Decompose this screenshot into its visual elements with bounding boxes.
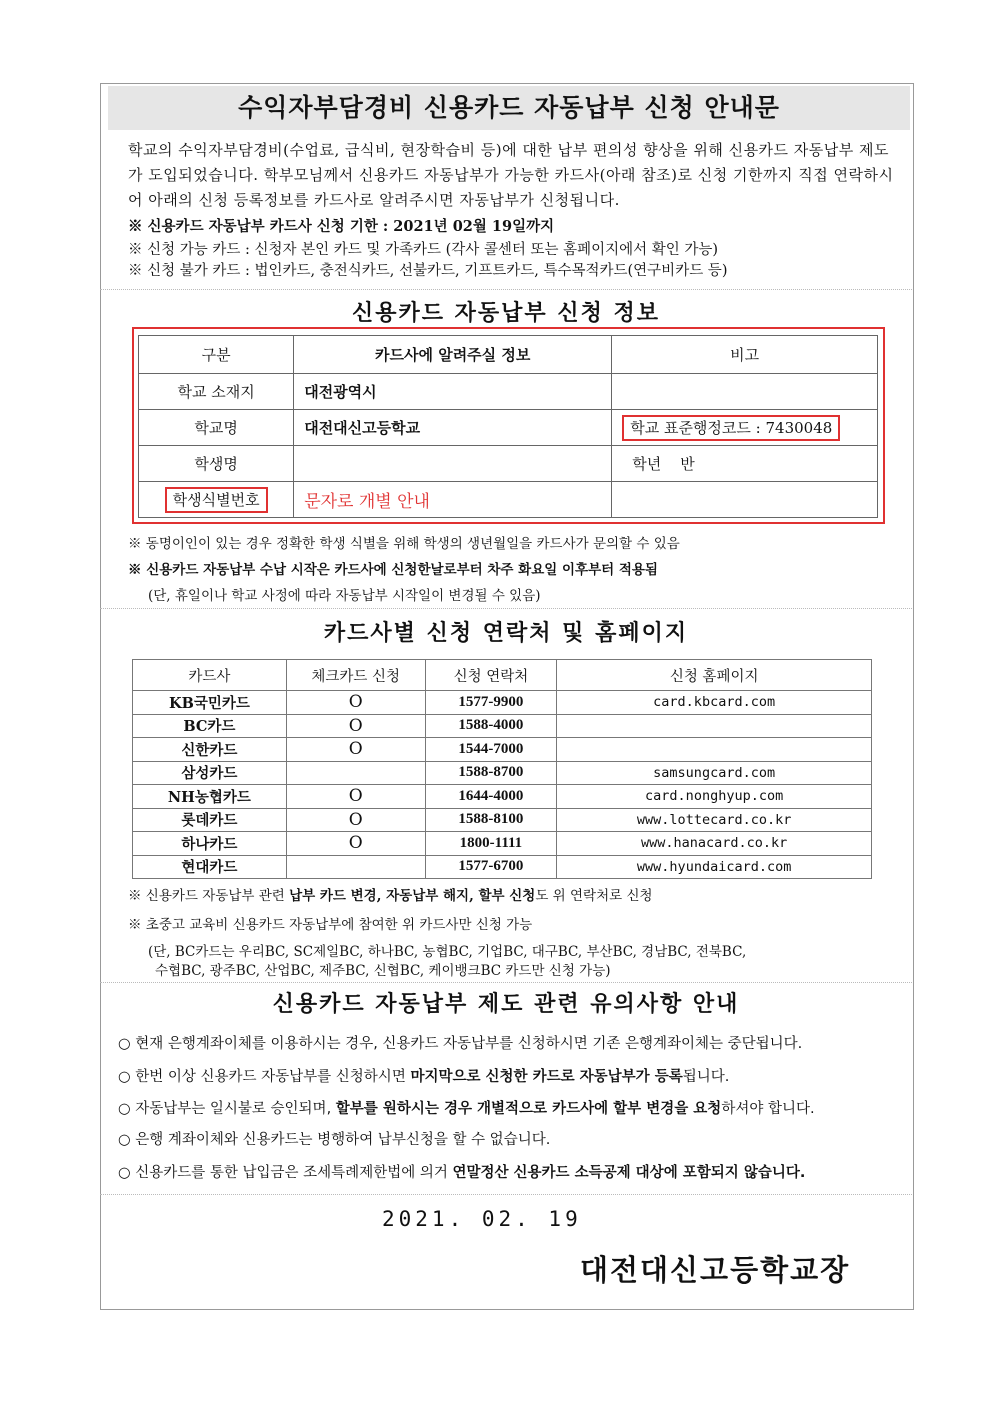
eligible-card-note: ※ 신청 가능 카드 : 신청자 본인 카드 및 가족카드 (각사 콜센터 또는 홈페이지에서 확인 가능): [128, 242, 719, 258]
card-name: NH농협카드: [133, 785, 287, 809]
card-row-lotte: [133, 808, 872, 832]
card-homepage: www.hyundaicard.com: [557, 855, 872, 879]
student-id-value: 문자로 개별 안내: [304, 492, 430, 512]
document-date: 2021. 02. 19: [382, 1207, 582, 1231]
card-header-row: [133, 660, 872, 691]
card-phone: 1544-7000: [425, 738, 557, 762]
document-title: 수익자부담경비 신용카드 자동납부 신청 안내문: [108, 86, 910, 130]
card-name: 롯데카드: [133, 808, 287, 832]
caution-item: [118, 1128, 550, 1149]
card-homepage: www.lottecard.co.kr: [557, 808, 872, 832]
check-card-mark: O: [286, 808, 425, 832]
caution-bold-text: 연말정산 신용카드 소득공제 대상에 포함되지 않습니다.: [452, 1165, 806, 1181]
card-homepage: card.nonghyup.com: [557, 785, 872, 809]
note-text: 도 위 연락처로 신청: [535, 888, 653, 904]
caution-text: 하셔야 합니다.: [721, 1101, 815, 1117]
start-date-subnote: (단, 휴일이나 학교 사정에 따라 자동납부 시작일이 변경될 수 있음): [148, 588, 541, 604]
school-code-highlight: 학교 표준행정코드 : 7430048: [622, 415, 840, 441]
info-value: 대전대신고등학교: [294, 410, 612, 446]
card-row-kb: [133, 691, 872, 715]
caution-bold-text: 마지막으로 신청한 카드로 자동납부가 등록: [410, 1069, 683, 1085]
caution-item: [118, 1032, 802, 1053]
card-row-hyundai: [133, 855, 872, 879]
caution-text: ○ 자동납부는 일시불로 승인되며,: [118, 1101, 336, 1117]
divider: [100, 289, 912, 290]
card-row-shinhan: [133, 738, 872, 762]
bc-card-note-2: 수협BC, 광주BC, 산업BC, 제주BC, 신협BC, 케이뱅크BC 카드만 신청 가능): [155, 963, 611, 979]
info-note: [612, 482, 878, 518]
bc-card-note-1: (단, BC카드는 우리BC, SC제일BC, 하나BC, 농협BC, 기업BC, 대구BC, 부산BC, 경남BC, 전북BC,: [148, 944, 747, 960]
card-homepage: www.hanacard.co.kr: [557, 832, 872, 856]
card-name: 현대카드: [133, 855, 287, 879]
check-card-mark: O: [286, 714, 425, 738]
info-value: 대전광역시: [294, 374, 612, 410]
check-card-mark: [286, 855, 425, 879]
card-homepage: card.kbcard.com: [557, 691, 872, 715]
deadline-note: ※ 신용카드 자동납부 카드사 신청 기한 : 2021년 02월 19일까지: [128, 218, 555, 235]
participating-card-note: ※ 초중고 교육비 신용카드 자동납부에 참여한 위 카드사만 신청 가능: [128, 917, 533, 933]
card-homepage: samsungcard.com: [557, 761, 872, 785]
card-header-company: 카드사: [133, 660, 287, 691]
info-header-category: 구분: [139, 336, 294, 374]
card-phone: 1577-6700: [425, 855, 557, 879]
card-name: 삼성카드: [133, 761, 287, 785]
card-homepage: [557, 738, 872, 762]
card-phone: 1588-4000: [425, 714, 557, 738]
info-value-cell: [294, 482, 612, 518]
info-row-student-id: [139, 482, 878, 518]
info-value: [294, 446, 612, 482]
card-phone: 1644-4000: [425, 785, 557, 809]
card-header-check: 체크카드 신청: [286, 660, 425, 691]
card-name: 신한카드: [133, 738, 287, 762]
note-bold-text: 납부 카드 변경, 자동납부 해지, 할부 신청: [289, 888, 536, 904]
card-phone: 1588-8100: [425, 808, 557, 832]
caution-text: 됩니다.: [682, 1069, 730, 1085]
caution-text: ○ 현재 은행계좌이체를 이용하시는 경우, 신용카드 자동납부를 신청하시면 기존 은행계좌이체는 중단됩니다.: [118, 1036, 803, 1052]
card-name: BC카드: [133, 714, 287, 738]
check-card-mark: O: [286, 738, 425, 762]
ineligible-card-note: ※ 신청 불가 카드 : 법인카드, 충전식카드, 선불카드, 기프트카드, 특수목적카드(연구비카드 등): [128, 263, 728, 279]
card-company-table: [132, 659, 872, 879]
card-name: KB국민카드: [133, 691, 287, 715]
card-row-samsung: [133, 761, 872, 785]
check-card-mark: O: [286, 691, 425, 715]
caution-text: ○ 한번 이상 신용카드 자동납부를 신청하시면: [118, 1069, 411, 1085]
divider: [100, 1194, 912, 1195]
caution-item: [118, 1161, 805, 1182]
principal-signature: 대전대신고등학교장: [580, 1253, 851, 1287]
card-header-phone: 신청 연락처: [425, 660, 557, 691]
divider: [100, 982, 912, 983]
info-label: 학생명: [139, 446, 294, 482]
card-section-title: 카드사별 신청 연락처 및 홈페이지: [323, 620, 689, 646]
check-card-mark: O: [286, 785, 425, 809]
info-label-cell: [139, 482, 294, 518]
info-label: 학교명: [139, 410, 294, 446]
info-header-remark: 비고: [612, 336, 878, 374]
caution-section-title: 신용카드 자동납부 제도 관련 유의사항 안내: [272, 991, 740, 1017]
card-row-bc: [133, 714, 872, 738]
caution-text: ○ 신용카드를 통한 납입금은 조세특례제한법에 의거: [118, 1165, 453, 1181]
check-card-mark: [286, 761, 425, 785]
caution-item: [118, 1097, 815, 1118]
card-phone: 1588-8700: [425, 761, 557, 785]
info-header-info: 카드사에 알려주실 정보: [294, 336, 612, 374]
info-header-row: [139, 336, 878, 374]
card-header-homepage: 신청 홈페이지: [557, 660, 872, 691]
info-row-student-name: [139, 446, 878, 482]
caution-item: [118, 1065, 729, 1086]
card-phone: 1577-9900: [425, 691, 557, 715]
card-change-note: [128, 884, 653, 904]
intro-paragraph: 학교의 수익자부담경비(수업료, 급식비, 현장학습비 등)에 대한 납부 편의성 향상을 위해 신용카드 자동납부 제도가 도입되었습니다. 학부모님께서 신용카드 자동납부가 가능한 카드사(아래 참조)로 신청 기한까지 직접 연락하시어 아래의 신청 등록정보를 카드사로 알려주시면 자동납부가 신청됩니다.: [128, 141, 894, 209]
card-phone: 1800-1111: [425, 832, 557, 856]
info-section-title: 신용카드 자동납부 신청 정보: [351, 300, 660, 326]
caution-bold-text: 할부를 원하시는 경우 개별적으로 카드사에 할부 변경을 요청: [335, 1101, 722, 1117]
check-card-mark: O: [286, 832, 425, 856]
info-row-school-name: [139, 410, 878, 446]
info-note: [612, 374, 878, 410]
info-label: 학교 소재지: [139, 374, 294, 410]
card-name: 하나카드: [133, 832, 287, 856]
card-row-hana: [133, 832, 872, 856]
start-date-note: ※ 신용카드 자동납부 수납 시작은 카드사에 신청한날로부터 차주 화요일 이후부터 적용됨: [128, 562, 658, 578]
student-id-label: 학생식별번호: [165, 487, 268, 513]
divider: [100, 608, 912, 609]
info-table: [138, 335, 878, 518]
same-name-note: ※ 동명이인이 있는 경우 정확한 학생 식별을 위해 학생의 생년월일을 카드사가 문의할 수 있음: [128, 536, 680, 552]
info-note: [612, 410, 878, 446]
caution-text: ○ 은행 계좌이체와 신용카드는 병행하여 납부신청을 할 수 없습니다.: [118, 1132, 551, 1148]
note-text: ※ 신용카드 자동납부 관련: [128, 888, 290, 904]
card-row-nh: [133, 785, 872, 809]
info-note: 학년 반: [612, 446, 878, 482]
card-homepage: [557, 714, 872, 738]
info-row-location: [139, 374, 878, 410]
